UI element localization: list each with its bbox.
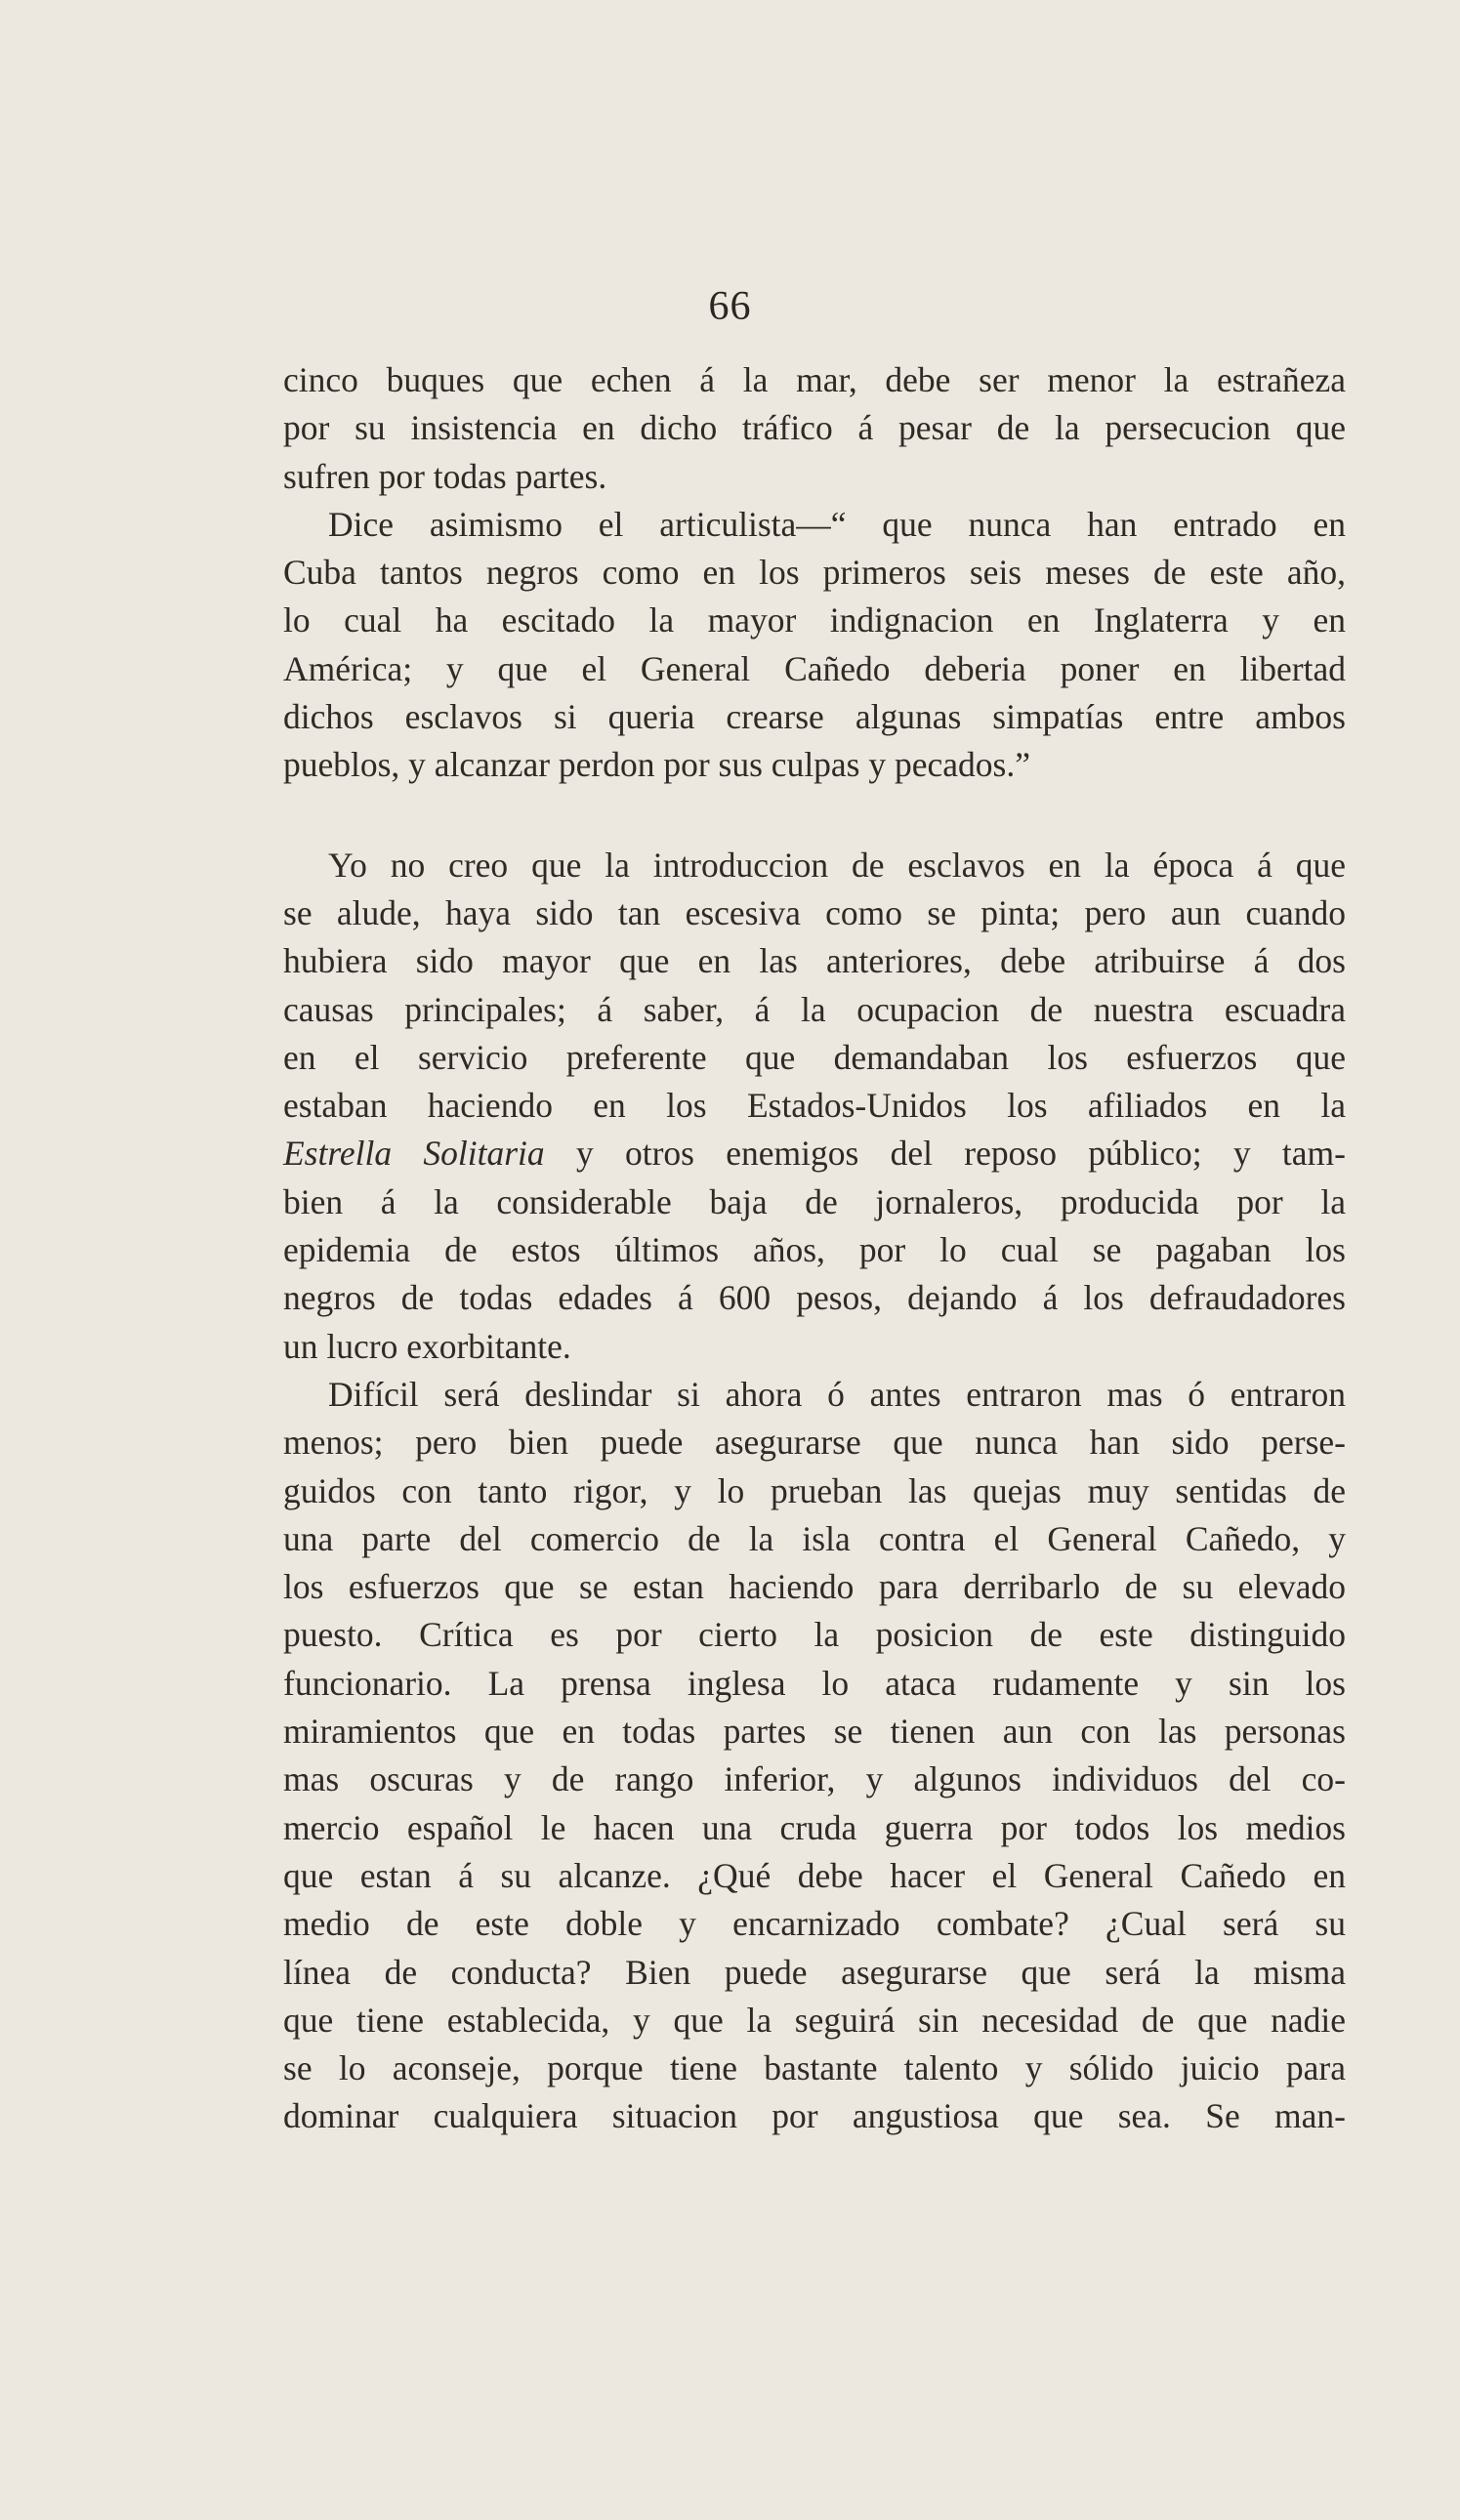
text-line: estaban haciendo en los Estados-Unidos los afiliados en la: [283, 1086, 1346, 1126]
text-line: se lo aconseje, porque tiene bastante talento y sólido juicio para: [283, 2048, 1346, 2088]
italic-title: Estrella Solitaria: [283, 1134, 545, 1174]
text-line: Dice asimismo el articulista—“ que nunca han entrado en: [328, 504, 1346, 544]
text-line: por su insistencia en dicho tráfico á pesar de la persecucion que: [283, 408, 1346, 448]
page-number: 66: [708, 284, 752, 329]
text-line: epidemia de estos últimos años, por lo cual se pagaban los: [283, 1230, 1346, 1270]
body-text: [283, 356, 1346, 2141]
text-line: América; y que el General Cañedo deberia poner en libertad: [283, 648, 1346, 688]
text-line: dominar cualquiera situacion por angustiosa que sea. Se man-: [283, 2096, 1346, 2136]
text-line: sufren por todas partes.: [283, 456, 607, 496]
text-line-with-italic: [283, 1130, 1346, 1177]
text-line: puesto. Crítica es por cierto la posicion de este distinguido: [283, 1615, 1346, 1655]
text-line: se alude, haya sido tan escesiva como se pinta; pero aun cuando: [283, 892, 1346, 932]
text-line: pueblos, y alcanzar perdon por sus culpas y pecados.”: [283, 745, 1030, 785]
text-line: Difícil será deslindar si ahora ó antes entraron mas ó entraron: [328, 1374, 1346, 1414]
text-line: Cuba tantos negros como en los primeros seis meses de este año,: [283, 553, 1346, 593]
text-line: un lucro exorbitante.: [283, 1326, 571, 1366]
text-line: en el servicio preferente que demandaban los esfuerzos que: [283, 1037, 1346, 1077]
text-line: menos; pero bien puede asegurarse que nunca han sido perse-: [283, 1423, 1346, 1463]
text-line: hubiera sido mayor que en las anteriores, debe atribuirse á dos: [283, 941, 1346, 981]
text-line: Yo no creo que la introduccion de esclavos en la época á que: [328, 845, 1346, 885]
text-line: medio de este doble y encarnizado combate? ¿Cual será su: [283, 1904, 1346, 1944]
text-line: guidos con tanto rigor, y lo prueban las quejas muy sentidas de: [283, 1470, 1346, 1510]
text-line: cinco buques que echen á la mar, debe ser menor la estrañeza: [283, 360, 1346, 399]
text-line: mercio español le hacen una cruda guerra por todos los medios: [283, 1807, 1346, 1847]
text-line: lo cual ha escitado la mayor indignacion en Inglaterra y en: [283, 600, 1346, 640]
text-line: mas oscuras y de rango inferior, y algunos individuos del co-: [283, 1759, 1346, 1799]
text-line: miramientos que en todas partes se tienen aun con las personas: [283, 1712, 1346, 1752]
text-line: funcionario. La prensa inglesa lo ataca rudamente y sin los: [283, 1663, 1346, 1703]
text-line-rest: y otros enemigos del reposo público; y tam-: [575, 1134, 1346, 1174]
text-line: línea de conducta? Bien puede asegurarse que será la misma: [283, 1952, 1346, 1992]
text-line: que tiene establecida, y que la seguirá sin necesidad de que nadie: [283, 2000, 1346, 2040]
text-line: bien á la considerable baja de jornaleros, producida por la: [283, 1181, 1346, 1221]
paragraph-gap: [283, 790, 1346, 842]
text-line: los esfuerzos que se estan haciendo para derribarlo de su elevado: [283, 1567, 1346, 1607]
text-line: que estan á su alcanze. ¿Qué debe hacer el General Cañedo en: [283, 1855, 1346, 1895]
text-line: dichos esclavos si queria crearse algunas simpatías entre ambos: [283, 697, 1346, 737]
text-line: causas principales; á saber, á la ocupacion de nuestra escuadra: [283, 989, 1346, 1029]
text-line: una parte del comercio de la isla contra el General Cañedo, y: [283, 1518, 1346, 1558]
text-line: negros de todas edades á 600 pesos, dejando á los defraudadores: [283, 1278, 1346, 1318]
